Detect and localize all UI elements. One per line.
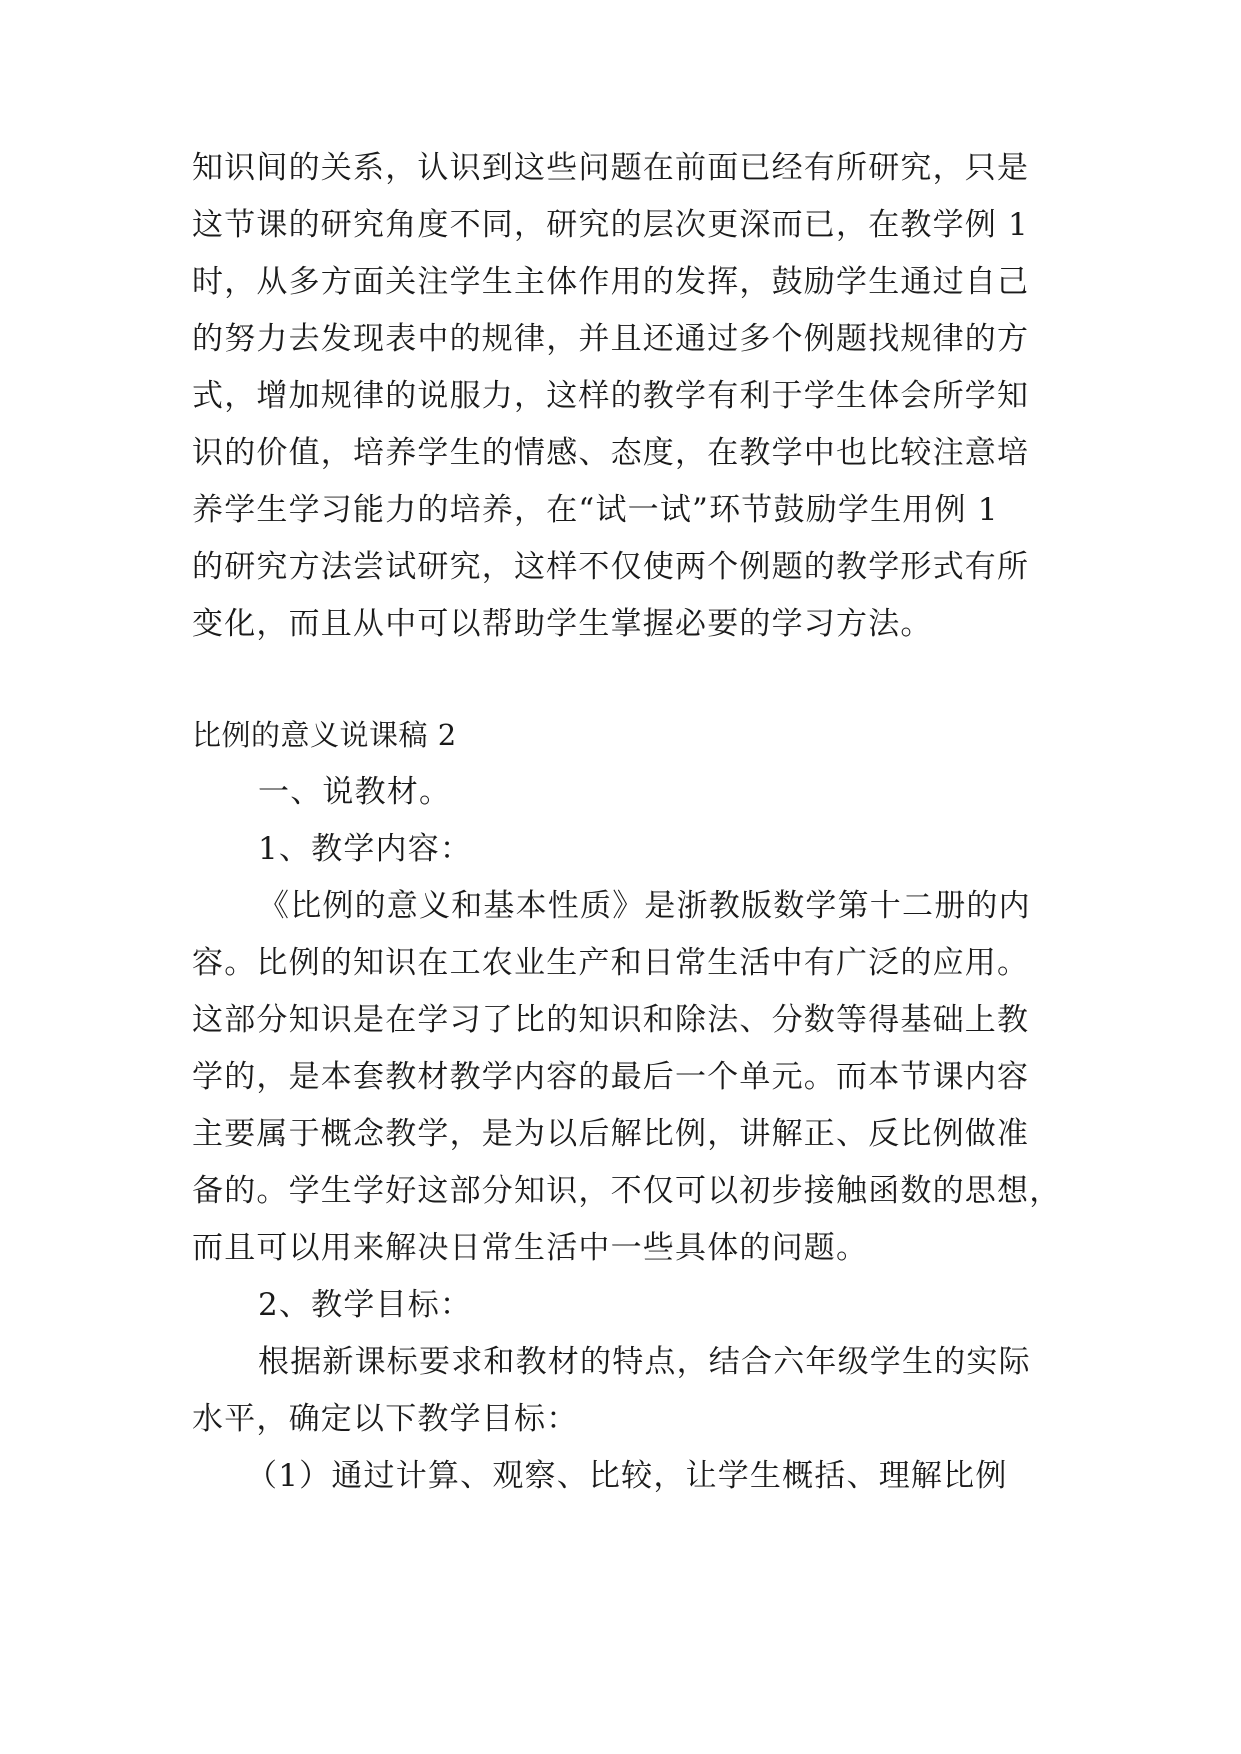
paragraph-line: 学的，是本套教材教学内容的最后一个单元。而本节课内容 [192,1059,1030,1095]
paragraph-line: 变化，而且从中可以帮助学生掌握必要的学习方法。 [192,606,933,642]
paragraph-line: 的努力去发现表中的规律，并且还通过多个例题找规律的方 [192,321,1030,357]
paragraph-line: 而且可以用来解决日常生活中一些具体的问题。 [192,1230,869,1266]
paragraph-line: 水平，确定以下教学目标： [192,1401,579,1437]
paragraph-line: 根据新课标要求和教材的特点，结合六年级学生的实际 [258,1344,1031,1380]
paragraph-line: 主要属于概念教学，是为以后解比例，讲解正、反比例做准 [192,1116,1030,1152]
paragraph-line: 的研究方法尝试研究，这样不仅使两个例题的教学形式有所 [192,549,1030,585]
section-title: 比例的意义说课稿 2 [192,718,457,752]
heading-teaching-material: 一、说教材。 [258,774,452,810]
paragraph-line: 备的。学生学好这部分知识，不仅可以初步接触函数的思想， [192,1173,1062,1209]
objective-item-1: （1）通过计算、观察、比较，让学生概括、理解比例 [246,1458,1008,1494]
paragraph-line: 容。比例的知识在工农业生产和日常生活中有广泛的应用。 [192,945,1030,981]
paragraph-line: 这节课的研究角度不同，研究的层次更深而已，在教学例 1 [192,207,1029,243]
paragraph-line: 知识间的关系，认识到这些问题在前面已经有所研究，只是 [192,150,1030,186]
paragraph-line: 这部分知识是在学习了比的知识和除法、分数等得基础上教 [192,1002,1030,1038]
heading-teaching-content: 1、教学内容： [258,831,473,867]
paragraph-line: 养学生学习能力的培养，在“试一试”环节鼓励学生用例 1 [192,492,999,528]
heading-teaching-objectives: 2、教学目标： [258,1287,473,1323]
paragraph-line: 识的价值，培养学生的情感、态度，在教学中也比较注意培 [192,435,1030,471]
paragraph-line: 《比例的意义和基本性质》是浙教版数学第十二册的内 [258,888,1031,924]
paragraph-line: 式，增加规律的说服力，这样的教学有利于学生体会所学知 [192,378,1030,414]
paragraph-line: 时，从多方面关注学生主体作用的发挥，鼓励学生通过自己 [192,264,1030,300]
